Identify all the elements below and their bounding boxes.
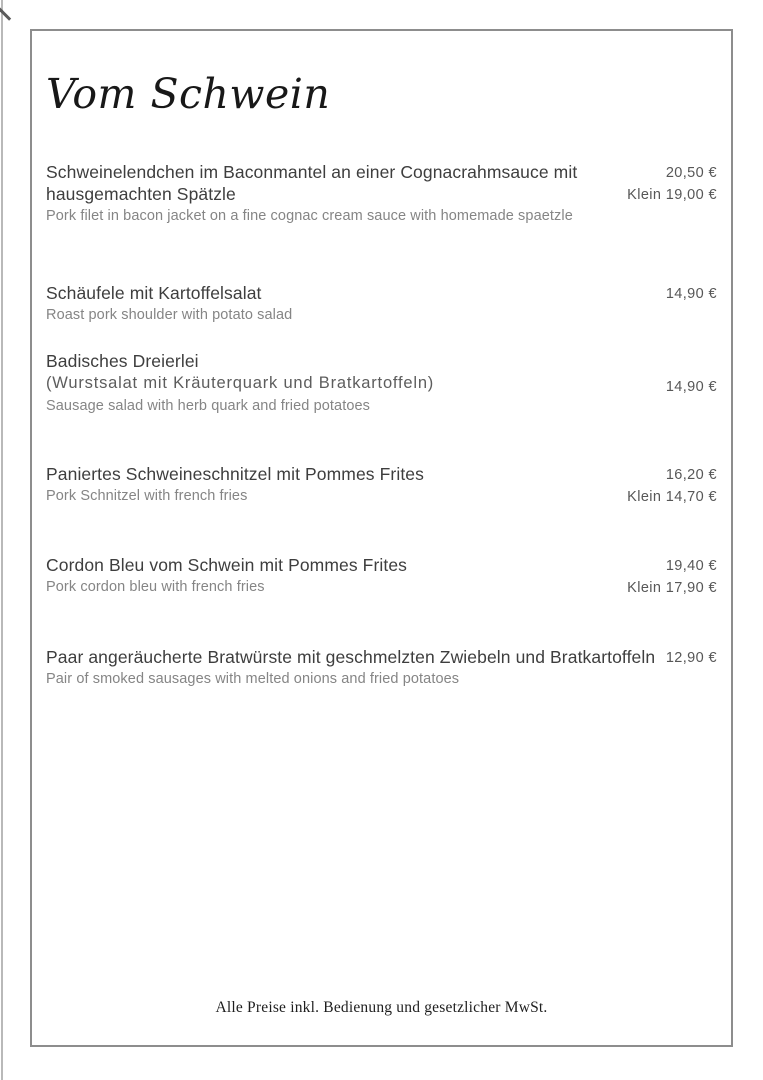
- menu-item: [46, 161, 717, 226]
- item-price: 12,90 €: [665, 650, 717, 666]
- menu-item: [46, 463, 717, 506]
- section-title: Vom Schwein: [46, 70, 331, 118]
- item-price: 14,90 €: [665, 379, 717, 395]
- page-edge-scan-line: [1, 0, 3, 1080]
- item-price: 19,40 €: [665, 558, 717, 574]
- item-prices: [627, 163, 717, 206]
- menu-item: [46, 350, 717, 416]
- item-description: Pork Schnitzel with french fries: [46, 488, 248, 504]
- item-description: Roast pork shoulder with potato salad: [46, 307, 293, 323]
- item-name-line: Schweinelendchen im Baconmantel an einer Cognacrahmsauce mit: [46, 162, 578, 182]
- item-name-line: Cordon Bleu vom Schwein mit Pommes Frites: [46, 555, 408, 575]
- item-prices: [666, 648, 717, 670]
- item-prices: [666, 377, 717, 399]
- item-price: 16,20 €: [665, 467, 717, 483]
- item-price-small: Klein 17,90 €: [627, 579, 717, 596]
- item-price: 20,50 €: [665, 165, 717, 181]
- item-name-line: Badisches Dreierlei: [46, 351, 199, 371]
- menu-item: [46, 646, 717, 689]
- item-description: Sausage salad with herb quark and fried potatoes: [46, 398, 371, 414]
- item-description: Pork filet in bacon jacket on a fine cognac cream sauce with homemade spaetzle: [46, 208, 573, 224]
- item-name-line: hausgemachten Spätzle: [46, 184, 236, 204]
- item-description: Pair of smoked sausages with melted onions and fried potatoes: [46, 671, 460, 687]
- item-prices: [666, 284, 717, 306]
- item-name-line: Paar angeräucherte Bratwürste mit geschmelzten Zwiebeln und Bratkartoffeln: [46, 647, 656, 667]
- item-name-line: Schäufele mit Kartoffelsalat: [46, 283, 262, 303]
- item-price: 14,90 €: [665, 286, 717, 302]
- item-subname-line: (Wurstsalat mit Kräuterquark und Bratkartoffeln): [46, 374, 435, 392]
- item-name-line: Paniertes Schweineschnitzel mit Pommes Frites: [46, 464, 424, 484]
- item-prices: [627, 556, 717, 599]
- menu-item: [46, 554, 717, 597]
- item-prices: [627, 465, 717, 508]
- menu-item: [46, 282, 717, 325]
- item-price-small: Klein 19,00 €: [627, 186, 717, 203]
- footer-note: Alle Preise inkl. Bedienung und gesetzlicher MwSt.: [215, 999, 548, 1016]
- item-description: Pork cordon bleu with french fries: [46, 579, 265, 595]
- item-price-small: Klein 14,70 €: [627, 488, 717, 505]
